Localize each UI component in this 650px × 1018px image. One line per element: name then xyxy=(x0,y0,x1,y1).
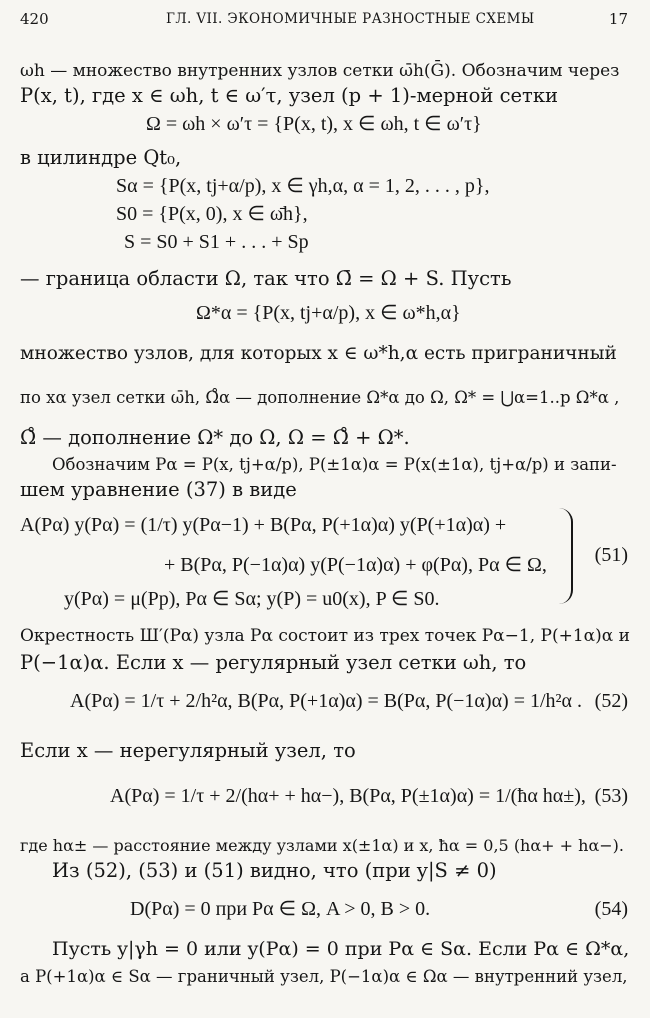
display-equation: Ω*α = {P(x, tj+α/p), x ∈ ω*h,α} xyxy=(196,302,461,324)
running-header xyxy=(20,10,628,36)
section-number: 17 xyxy=(608,10,628,28)
text-line: Из (52), (53) и (51) видно, что (при y|S ≠ 0) xyxy=(52,859,497,882)
display-equation: A(Pα) y(Pα) = (1/τ) y(Pα−1) + B(Pα, P(+1α)α) y(P(+1α)α) + xyxy=(20,514,507,536)
page-number: 420 xyxy=(20,10,49,28)
system-brace xyxy=(557,508,573,604)
display-equation: S = S0 + S1 + . . . + Sp xyxy=(124,231,309,253)
text-line: по xα узел сетки ω̄h, Ω̊α — дополнение Ω*α до Ω, Ω* = ⋃α=1..p Ω*α , xyxy=(20,388,620,407)
text-line: шем уравнение (37) в виде xyxy=(20,478,297,501)
equation-number: (54) xyxy=(594,898,628,920)
display-equation: A(Pα) = 1/τ + 2/(hα+ + hα−), B(Pα, P(±1α)α) = 1/(ħα hα±), xyxy=(110,785,586,807)
display-equation: y(Pα) = μ(Pp), Pα ∈ Sα; y(P) = u0(x), P ∈ S0. xyxy=(64,588,440,610)
equation-number: (53) xyxy=(594,785,628,807)
text-line: в цилиндре Qt₀, xyxy=(20,146,182,169)
display-equation: A(Pα) = 1/τ + 2/h²α, B(Pα, P(+1α)α) = B(Pα, P(−1α)α) = 1/h²α . xyxy=(70,690,583,712)
text-line: Если x — нерегулярный узел, то xyxy=(20,739,356,762)
text-line: множество узлов, для которых x ∈ ω*h,α есть приграничный xyxy=(20,343,617,364)
text-line: Пусть y|γh = 0 или y(Pα) = 0 при Pα ∈ Sα. Если Pα ∈ Ω*α, xyxy=(52,938,630,960)
text-line: Ω̊ — дополнение Ω* до Ω, Ω = Ω̊ + Ω*. xyxy=(20,426,410,449)
text-line: а P(+1α)α ∈ Sα — граничный узел, P(−1α)α ∈ Ωα — внутренний узел, xyxy=(20,967,628,986)
display-equation: Sα = {P(x, tj+α/p), x ∈ γh,α, α = 1, 2, . . . , p}, xyxy=(116,175,490,197)
display-equation: S0 = {P(x, 0), x ∈ ω̄h}, xyxy=(116,203,308,225)
text-line: — граница области Ω, так что Ω̄ = Ω + S. Пусть xyxy=(20,267,512,290)
display-equation: Ω = ωh × ω′τ = {P(x, t), x ∈ ωh, t ∈ ω′τ} xyxy=(146,113,482,135)
text-line: Обозначим Pα = P(x, tj+α/p), P(±1α)α = P(x(±1α), tj+α/p) и запи- xyxy=(52,455,617,474)
text-line: ωh — множество внутренних узлов сетки ω̄h(Ḡ). Обозначим через xyxy=(20,61,620,81)
display-equation: + B(Pα, P(−1α)α) y(P(−1α)α) + φ(Pα), Pα ∈ Ω, xyxy=(164,554,547,576)
text-line: Окрестность Ш′(Pα) узла Pα состоит из трех точек Pα−1, P(+1α)α и xyxy=(20,626,630,646)
equation-number: (51) xyxy=(594,544,628,566)
text-line: P(−1α)α. Если x — регулярный узел сетки ωh, то xyxy=(20,651,527,674)
text-line: P(x, t), где x ∈ ωh, t ∈ ω′τ, узел (p + 1)-мерной сетки xyxy=(20,84,559,107)
display-equation: D(Pα) = 0 при Pα ∈ Ω, A > 0, B > 0. xyxy=(130,898,431,920)
text-line: где hα± — расстояние между узлами x(±1α) и x, ħα = 0,5 (hα+ + hα−). xyxy=(20,836,624,855)
equation-number: (52) xyxy=(594,690,628,712)
running-title: ГЛ. VII. ЭКОНОМИЧНЫЕ РАЗНОСТНЫЕ СХЕМЫ xyxy=(166,11,535,27)
